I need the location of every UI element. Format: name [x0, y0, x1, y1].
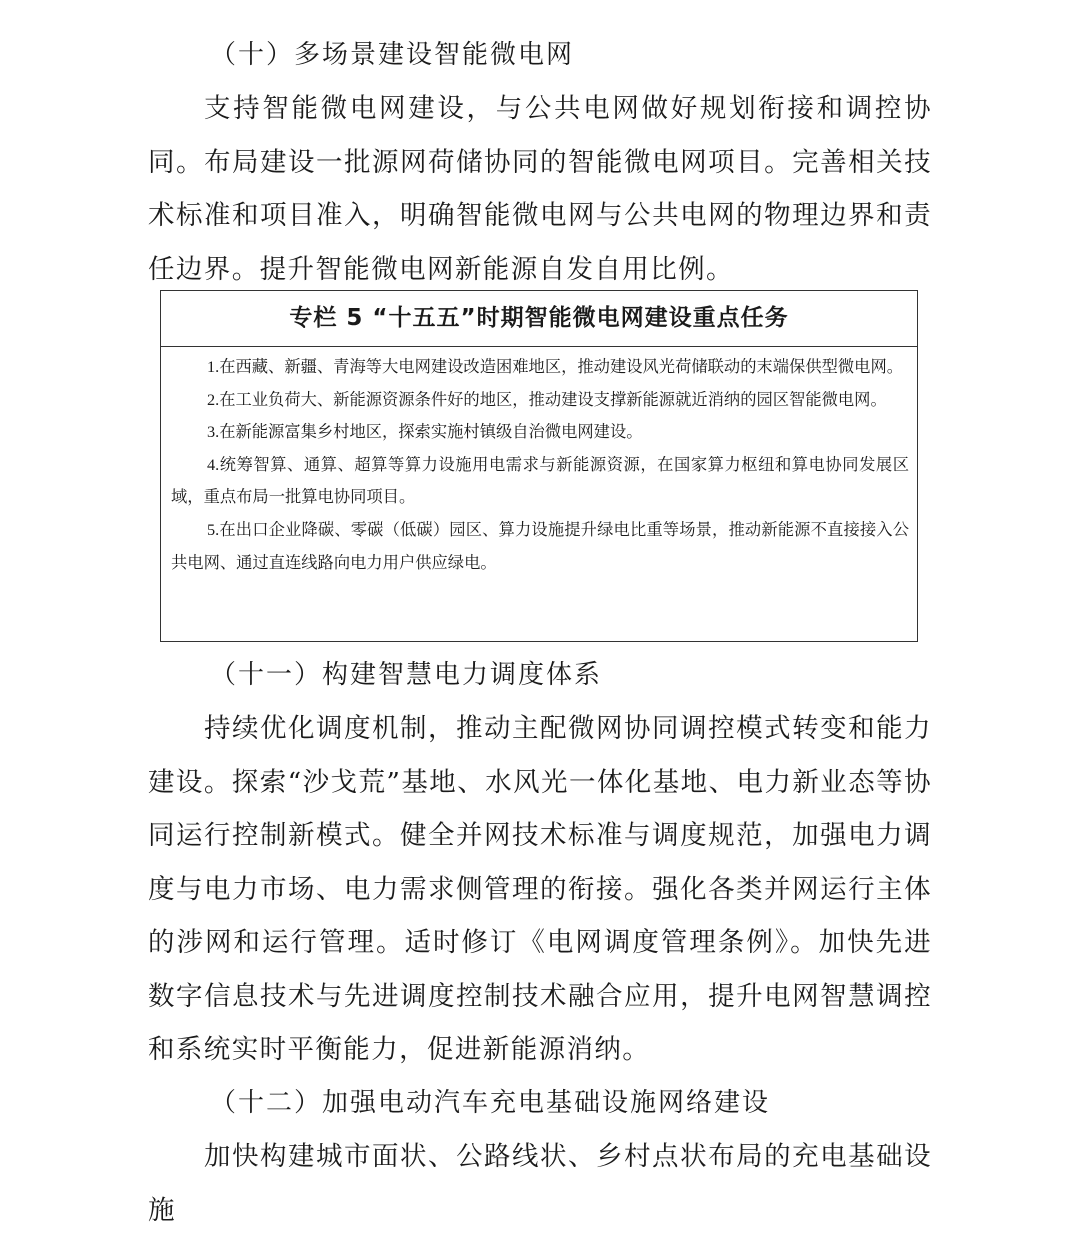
paragraph-text: 加快构建城市面状、公路线状、乡村点状布局的充电基础设施 — [148, 1141, 932, 1226]
column-item-3: 3.在新能源富集乡村地区，探索实施村镇级自治微电网建设。 — [207, 422, 643, 442]
column-item-4: 4.统筹智算、通算、超算等算力设施用电需求与新能源资源，在国家算力枢纽和算电协同发展区域，重点布局一批算电协同项目。 — [171, 454, 909, 507]
section-heading-11: （十一）构建智慧电力调度体系 — [210, 660, 603, 690]
paragraph-text: 持续优化调度机制，推动主配微网协同调控模式转变和能力建设。探索“沙戈荒”基地、水风光一体化基地、电力新业态等协同运行控制新模式。健全并网技术标准与调度规范，加强电力调度与电力市场、电力需求侧管理的衔接。强化各类并网运行主体的涉网和运行管理。适时修订《电网调度管理条例》。加快先进数字信息技术与先进调度控制技术融合应用，提升电网智慧调控和系统实时平衡能力，促进新能源消纳。 — [148, 713, 932, 1065]
section-heading-10: （十）多场景建设智能微电网 — [210, 40, 575, 70]
column-box-title: 专栏 5 “十五五”时期智能微电网建设重点任务 — [161, 291, 917, 347]
column-item-2: 2.在工业负荷大、新能源资源条件好的地区，推动建设支撑新能源就近消纳的园区智能微电网。 — [207, 389, 887, 409]
paragraph-text: 支持智能微电网建设，与公共电网做好规划衔接和调控协同。布局建设一批源网荷储协同的智能微电网项目。完善相关技术标准和项目准入，明确智能微电网与公共电网的物理边界和责任边界。提升智能微电网新能源自发自用比例。 — [148, 93, 932, 285]
column-box-body — [161, 347, 917, 579]
column-item-5: 5.在出口企业降碳、零碳（低碳）园区、算力设施提升绿电比重等场景，推动新能源不直接接入公共电网、通过直连线路向电力用户供应绿电。 — [171, 519, 909, 572]
column-item-1: 1.在西藏、新疆、青海等大电网建设改造困难地区，推动建设风光荷储联动的末端保供型微电网。 — [207, 357, 904, 376]
column-box — [160, 290, 918, 642]
section-paragraph-10 — [148, 82, 932, 296]
section-paragraph-12 — [148, 1130, 932, 1237]
section-heading-12: （十二）加强电动汽车充电基础设施网络建设 — [210, 1088, 771, 1118]
section-paragraph-11 — [148, 702, 932, 1077]
